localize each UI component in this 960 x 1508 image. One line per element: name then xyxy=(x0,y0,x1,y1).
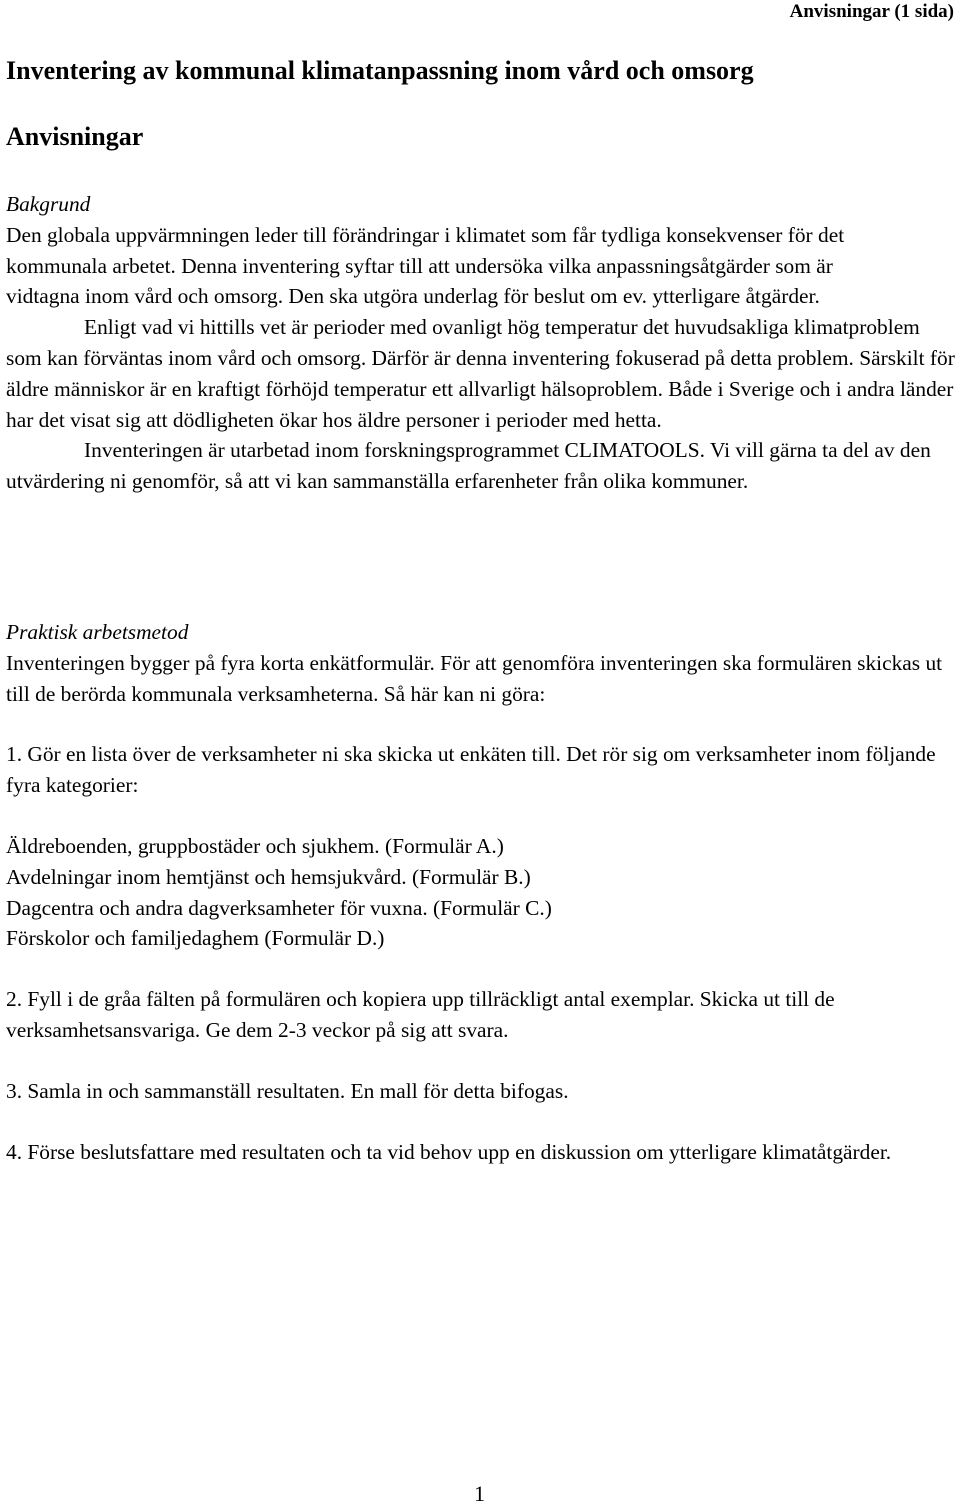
step-4: 4. Förse beslutsfattare med resultaten och ta vid behov upp en diskussion om ytterligare klimatåtgärder. xyxy=(6,1140,892,1164)
paragraph-metod-intro: Inventeringen bygger på fyra korta enkätformulär. För att genomföra inventeringen ska formulären skickas ut till de berörda kommunala verksamheterna. Så här kan ni göra: xyxy=(6,650,943,706)
paragraph-bakgrund-1: Den globala uppvärmningen leder till förändringar i klimatet som får tydliga konsekvenser för det kommunala arbetet. Denna inventering syftar till att undersöka vilka anpassningsåtgärder som är vidtagna inom vård och omsorg. Den ska utgöra underlag för beslut om ev. ytterligare åtgärder. xyxy=(6,222,845,309)
page-number: 1 xyxy=(474,1481,485,1506)
document-title: Inventering av kommunal klimatanpassning inom vård och omsorg xyxy=(6,56,754,85)
category-list xyxy=(6,831,958,954)
section-heading-metod: Praktisk arbetsmetod xyxy=(6,620,189,644)
document-subtitle: Anvisningar xyxy=(6,122,144,151)
list-item: Äldreboenden, gruppbostäder och sjukhem. (Formulär A.) xyxy=(6,834,504,858)
list-item: Avdelningar inom hemtjänst och hemsjukvård. (Formulär B.) xyxy=(6,864,531,889)
step-2: 2. Fyll i de gråa fälten på formulären och kopiera upp tillräckligt antal exemplar. Skicka ut till de verksamhetsansvariga. Ge dem 2-3 veckor på sig att svara. xyxy=(6,987,835,1042)
section-bakgrund xyxy=(6,189,958,497)
step-1: 1. Gör en lista över de verksamheter ni ska skicka ut enkäten till. Det rör sig om verksamheter inom följande fyra kategorier: xyxy=(6,742,936,797)
section-heading-bakgrund: Bakgrund xyxy=(6,192,91,216)
page-header-label: Anvisningar (1 sida) xyxy=(789,1,954,22)
paragraph-bakgrund-2: Enligt vad vi hittills vet är perioder med ovanligt hög temperatur det huvudsakliga klimatproblem som kan förväntas inom vård och omsorg. Därför är denna inventering fokuserad på detta problem. Särskilt för äldre människor är en kraftigt förhöjd temperatur ett allvarligt hälsoproblem. Både i Sverige och i andra länder har det visat sig att dödligheten ökar hos äldre personer i perioder med hetta. xyxy=(6,315,955,432)
paragraph-bakgrund-3: Inventeringen är utarbetad inom forskningsprogrammet CLIMATOOLS. Vi vill gärna ta del av den utvärdering ni genomför, så att vi kan sammanställa erfarenheter från olika kommuner. xyxy=(6,438,931,494)
list-item: Förskolor och familjedaghem (Formulär D.) xyxy=(6,926,385,951)
section-metod xyxy=(6,617,958,709)
step-3: 3. Samla in och sammanställ resultaten. En mall för detta bifogas. xyxy=(6,1079,569,1103)
list-item: Dagcentra och andra dagverksamheter för vuxna. (Formulär C.) xyxy=(6,895,552,920)
